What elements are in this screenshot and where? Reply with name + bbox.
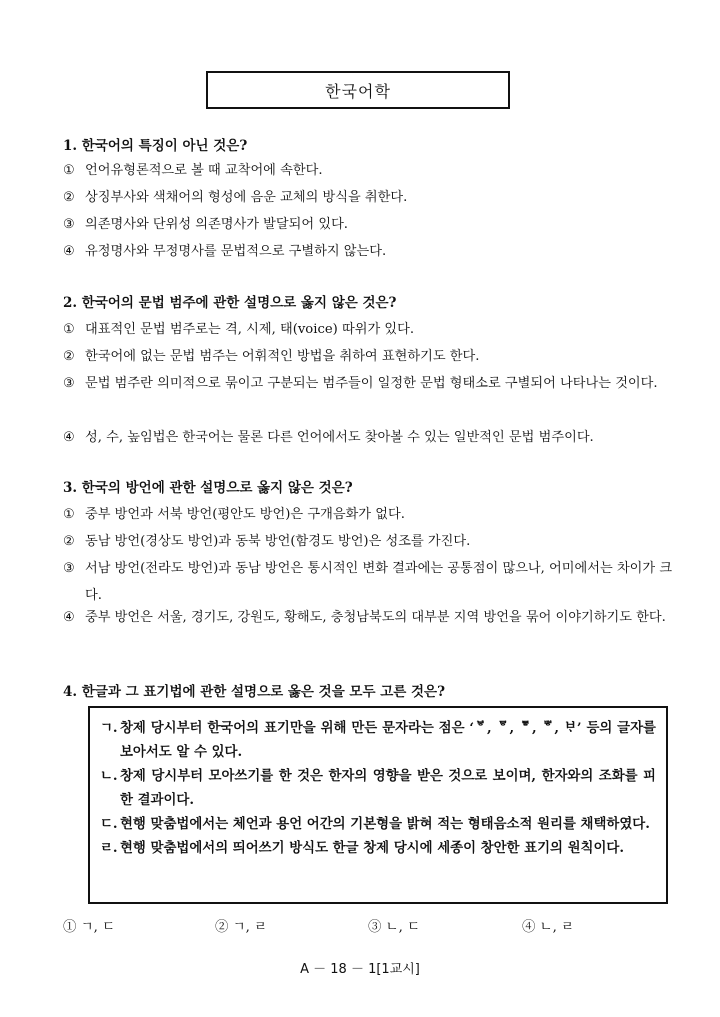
question-3-option-3[interactable]	[63, 555, 675, 609]
subject-title: 한국어학	[206, 71, 510, 109]
question-1-option-3[interactable]	[63, 211, 675, 238]
option-number: ①	[63, 322, 75, 337]
question-2-option-1[interactable]	[63, 316, 675, 343]
question-1-option-2[interactable]	[63, 184, 675, 211]
question-4-stem: 4. 한글과 그 표기법에 관한 설명으로 옳은 것을 모두 고른 것은?	[63, 684, 445, 700]
option-number: ①	[63, 507, 75, 522]
statement-mark: ㄹ.	[100, 840, 118, 856]
option-text: 중부 방언은 서울, 경기도, 강원도, 황해도, 충청남북도의 대부분 지역 방언을 묶어 이야기하기도 한다.	[85, 610, 666, 625]
statement-text: 현행 맞춤법에서는 체언과 용언 어간의 기본형을 밝혀 적는 형태음소적 원리를 채택하였다.	[120, 816, 650, 832]
option-number: ①	[63, 163, 75, 178]
answer-choice-3[interactable]: ③ ㄴ, ㄷ	[368, 920, 421, 935]
question-1-stem: 1. 한국어의 특징이 아닌 것은?	[63, 138, 248, 154]
statement-mark: ㄷ.	[100, 816, 118, 832]
statement-mark: ㄱ.	[100, 720, 118, 736]
answer-choice-4[interactable]: ④ ㄴ, ㄹ	[522, 920, 575, 935]
statement-mark: ㄴ.	[100, 768, 118, 784]
question-2-option-2[interactable]	[63, 343, 675, 370]
option-text: 의존명사와 단위성 의존명사가 발달되어 있다.	[85, 217, 349, 232]
question-2-stem: 2. 한국어의 문법 범주에 관한 설명으로 옳지 않은 것은?	[63, 295, 397, 311]
option-number: ④	[63, 244, 75, 259]
question-1-option-4[interactable]	[63, 238, 675, 265]
statement-box	[88, 706, 668, 904]
question-2-option-3[interactable]	[63, 370, 675, 397]
statement-2	[100, 764, 656, 812]
statement-text: 현행 맞춤법에서의 띄어쓰기 방식도 한글 창제 당시에 세종이 창안한 표기의 원칙이다.	[120, 840, 625, 856]
page-footer: A － 18 － 1[1교시]	[300, 962, 420, 977]
question-2-option-4[interactable]	[63, 424, 675, 451]
question-3-option-4[interactable]	[63, 604, 675, 631]
answer-choice-1[interactable]: ① ㄱ, ㄷ	[63, 920, 116, 935]
option-number: ④	[63, 430, 75, 445]
option-number: ③	[63, 217, 75, 232]
statement-text: 창제 당시부터 모아쓰기를 한 것은 한자의 영향을 받은 것으로 보이며, 한자와의 조화를 피한 결과이다.	[120, 768, 656, 808]
statement-1	[100, 716, 656, 764]
question-3-option-2[interactable]	[63, 528, 675, 555]
statement-3	[100, 812, 656, 836]
statement-text: 창제 당시부터 한국어의 표기만을 위해 만든 문자라는 점은 ‘ᄫ, ᄝ, ᄛ, ᄬ, ᄇᆞ’ 등의 글자를 보아서도 알 수 있다.	[120, 720, 656, 760]
option-number: ③	[63, 561, 75, 576]
answer-choices	[63, 916, 623, 940]
option-number: ②	[63, 190, 75, 205]
option-text: 대표적인 문법 범주로는 격, 시제, 태(voice) 따위가 있다.	[85, 322, 415, 337]
option-number: ②	[63, 349, 75, 364]
statement-4	[100, 836, 656, 860]
question-3-option-1[interactable]	[63, 501, 675, 528]
option-number: ③	[63, 376, 75, 391]
question-1-option-1[interactable]	[63, 157, 675, 184]
question-3-stem: 3. 한국의 방언에 관한 설명으로 옳지 않은 것은?	[63, 480, 353, 496]
option-text: 동남 방언(경상도 방언)과 동북 방언(함경도 방언)은 성조를 가진다.	[85, 534, 471, 549]
answer-choice-2[interactable]: ② ㄱ, ㄹ	[215, 920, 268, 935]
option-text: 상징부사와 색채어의 형성에 음운 교체의 방식을 취한다.	[85, 190, 408, 205]
option-text: 언어유형론적으로 볼 때 교착어에 속한다.	[85, 163, 323, 178]
option-text: 서남 방언(전라도 방언)과 동남 방언은 통시적인 변화 결과에는 공통점이 많으나, 어미에서는 차이가 크다.	[85, 561, 673, 603]
option-text: 문법 범주란 의미적으로 묶이고 구분되는 범주들이 일정한 문법 형태소로 구별되어 나타나는 것이다.	[85, 376, 658, 391]
option-text: 유정명사와 무정명사를 문법적으로 구별하지 않는다.	[85, 244, 387, 259]
option-number: ②	[63, 534, 75, 549]
option-number: ④	[63, 610, 75, 625]
option-text: 한국어에 없는 문법 범주는 어휘적인 방법을 취하여 표현하기도 한다.	[85, 349, 480, 364]
option-text: 성, 수, 높임법은 한국어는 물론 다른 언어에서도 찾아볼 수 있는 일반적인 문법 범주이다.	[85, 430, 594, 445]
option-text: 중부 방언과 서북 방언(평안도 방언)은 구개음화가 없다.	[85, 507, 405, 522]
